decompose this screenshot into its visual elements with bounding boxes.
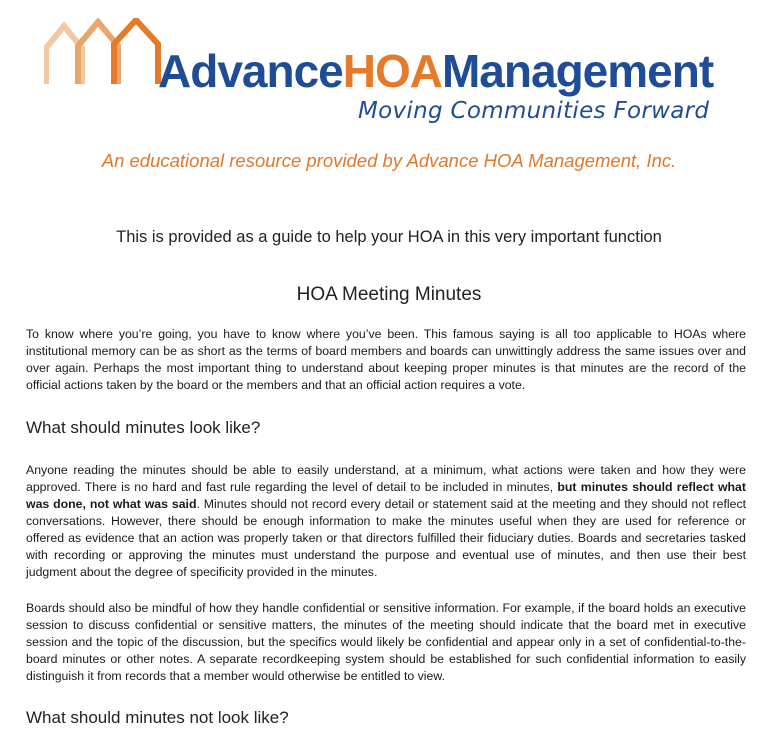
company-name-management: Management bbox=[441, 45, 714, 97]
paragraph-emphasis: but minutes should reflect what was done, not what was said bbox=[26, 480, 746, 511]
section1-paragraph-2: Boards should also be mindful of how they handle confidential or sensitive information. For example, if the board holds an executive session to discuss confidential or sensitive matters, the minutes of the meeting should indicate that the board met in executive session and the topic of the discussion, but the specifics would likely be confidential and appear only in a set of confidential-to-the-board minutes or other notes. A separate recordkeeping system should be established for such confidential information to easily distinguish it from records that a member would otherwise be entitled to view. bbox=[26, 601, 746, 683]
paragraph-text: Anyone reading the minutes should be able to easily understand, at a minimum, what actions were taken and how they were approved. There is no hard and fast rule regarding the level of detail to be included in minutes, bbox=[26, 463, 746, 494]
company-name bbox=[158, 44, 713, 98]
paragraph-text: . Minutes should not record every detail or statement said at the meeting and they should not reflect conversations. However, there should be enough information to make the minutes useful when they are used for reference or offered as evidence that an action was properly taken or that directors fulfilled their fiduciary duties. Boards and secretaries tasked with recording or approving the minutes must understand the purpose and eventual use of minutes, and then use their best judgment about the degree of specificity provided in the minutes. bbox=[26, 497, 747, 579]
document-title: HOA Meeting Minutes bbox=[296, 284, 482, 305]
section1-paragraph-1 bbox=[26, 462, 746, 581]
company-name-advance: Advance bbox=[158, 45, 343, 97]
company-name-hoa: HOA bbox=[342, 45, 442, 97]
intro-paragraph: To know where you’re going, you have to know where you’ve been. This famous saying is all too applicable to HOAs where institutional memory can be as short as the terms of board members and boards can unwittingly address the same issues over and over again. Perhaps the most important thing to understand about keeping proper minutes is that minutes are the record of the official actions taken by the board or the members and that an official action requires a vote. bbox=[26, 327, 746, 392]
section-heading-not-look-like: What should minutes not look like? bbox=[26, 708, 289, 727]
company-logo bbox=[40, 14, 740, 134]
guide-line: This is provided as a guide to help your HOA in this very important function bbox=[116, 228, 662, 246]
section-heading-look-like: What should minutes look like? bbox=[26, 418, 261, 437]
houses-logo-icon bbox=[44, 18, 164, 98]
educational-resource-line: An educational resource provided by Advance HOA Management, Inc. bbox=[101, 150, 677, 171]
company-tagline: Moving Communities Forward bbox=[358, 98, 710, 124]
